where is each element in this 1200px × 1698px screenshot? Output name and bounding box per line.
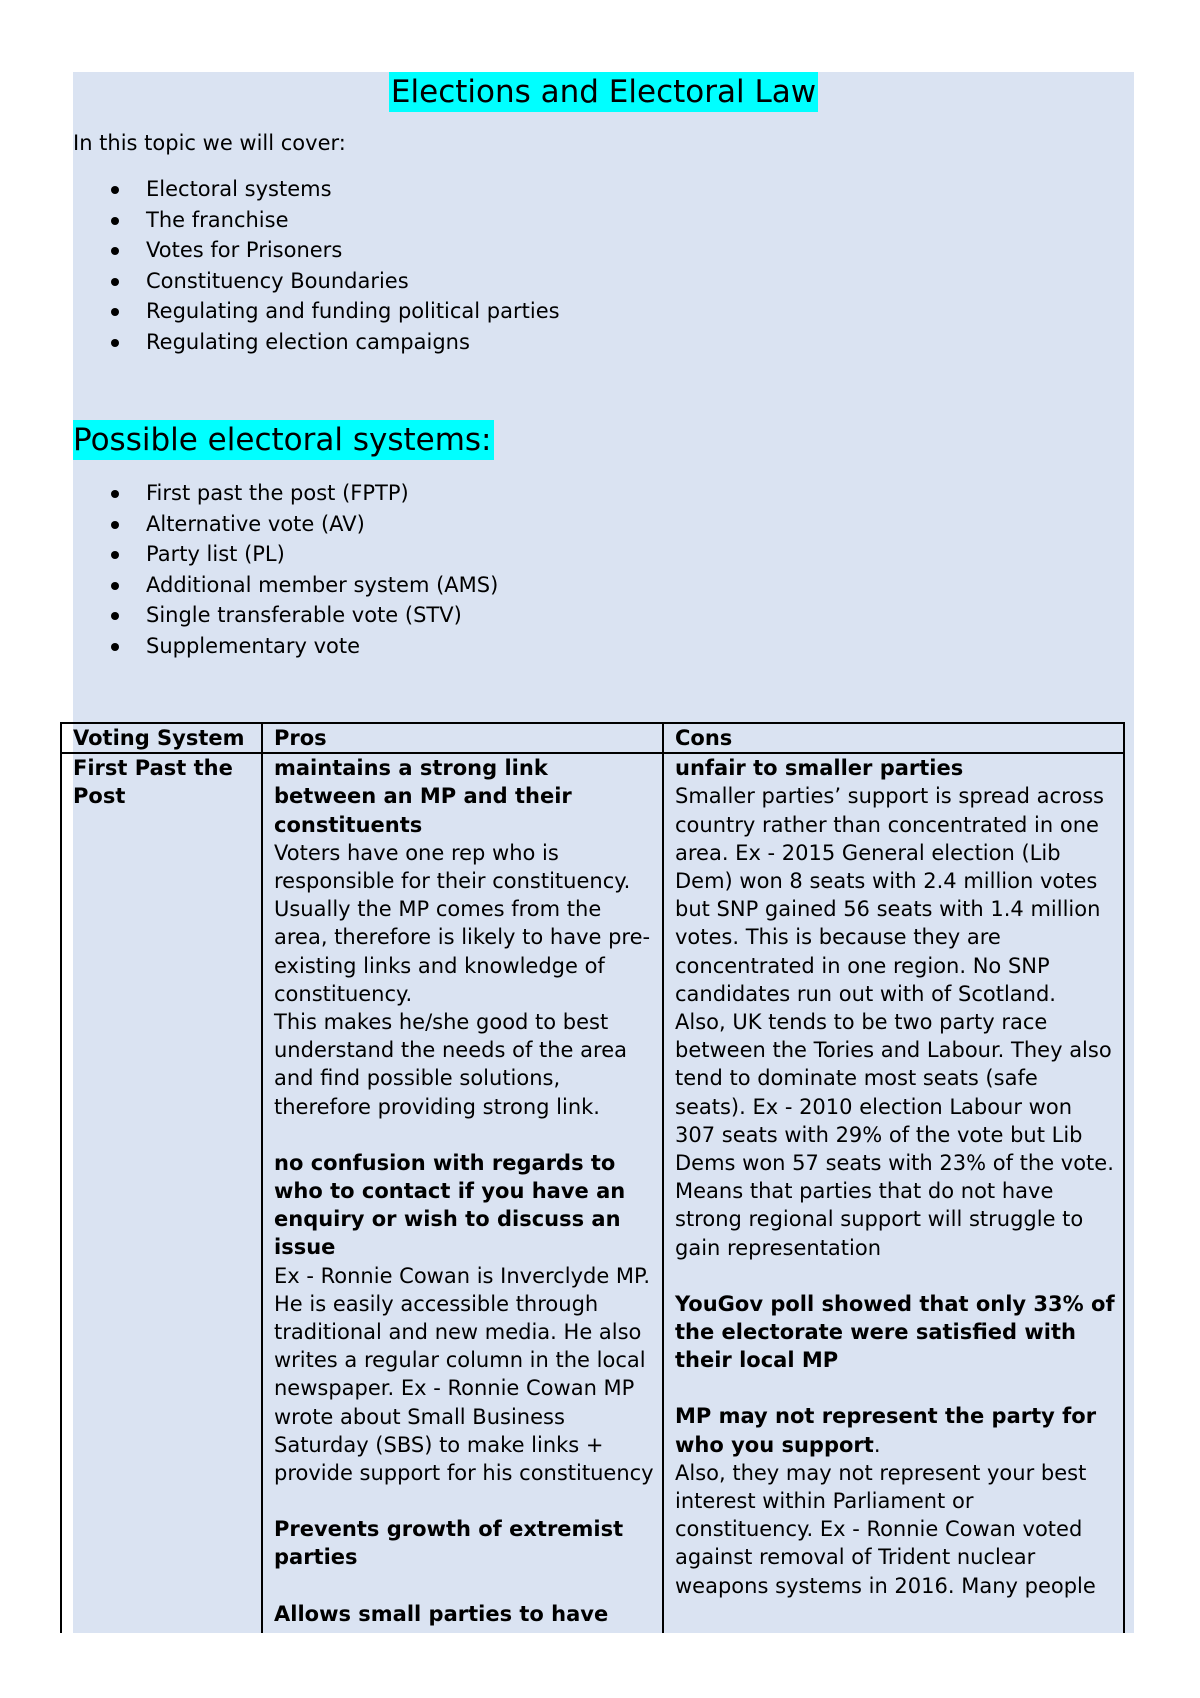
con-heading: YouGov poll showed that only 33% of the electorate were satisfied with their local MP [675, 1291, 1115, 1373]
list-item: Single transferable vote (STV) [73, 600, 498, 631]
pro-body: Ex - Ronnie Cowan is Inverclyde MP. He is easily accessible through traditional and new media. He also writes a regular column in the local newspaper. Ex - Ronnie Cowan MP wrote about Small Business Saturday (SBS) to make links + provide support for his constituency [274, 1263, 654, 1486]
pro-body: Voters have one rep who is responsible for their constituency. Usually the MP comes from the area, therefore is likely to have pre-existing links and knowledge of constituency. [274, 840, 651, 1006]
header-voting-system: Voting System [61, 723, 262, 753]
list-item: The franchise [73, 205, 560, 236]
table-header-row [61, 723, 1124, 753]
header-pros: Pros [262, 723, 663, 753]
list-item: Additional member system (AMS) [73, 570, 498, 601]
header-cons: Cons [663, 723, 1124, 753]
system-name-cell: First Past the Post [61, 753, 262, 1633]
con-body: Also, they may not represent your best interest within Parliament or constituency. Ex - Ronnie Cowan voted against removal of Trident nuclear weapons systems in 2016. Many people [675, 1460, 1096, 1598]
list-item: Electoral systems [73, 174, 560, 205]
pros-cell [262, 753, 663, 1633]
cons-cell [663, 753, 1124, 1633]
con-body: Smaller parties’ support is spread across country rather than concentrated in one area. Ex - 2015 General election (Lib Dem) won 8 seats with 2.4 million votes but SNP gained 56 seats with 1.4 million votes. This is because they are concentrated in one region. No SNP candidates run out with of Scotland. [675, 784, 1104, 1006]
con-heading: MP may not represent the party for who you support [675, 1404, 1097, 1457]
spacer [675, 1374, 1115, 1402]
list-item: Constituency Boundaries [73, 266, 560, 297]
list-item: First past the post (FPTP) [73, 478, 498, 509]
spacer [274, 1572, 654, 1600]
pro-heading: no confusion with regards to who to contact if you have an enquiry or wish to discuss an issue [274, 1150, 626, 1260]
pro-body: This makes he/she good to best understand the needs of the area and find possible solutions, therefore providing strong link. [274, 1010, 627, 1119]
list-item: Regulating and funding political parties [73, 296, 560, 327]
systems-list [73, 478, 498, 661]
intro-text: In this topic we will cover: [73, 131, 346, 155]
table-row [61, 753, 1124, 1633]
con-heading-period: . [873, 1432, 881, 1457]
spacer [675, 1262, 1115, 1290]
list-item: Regulating election campaigns [73, 327, 560, 358]
spacer [274, 1487, 654, 1515]
title-container [73, 72, 1134, 112]
spacer [274, 1121, 654, 1149]
con-body: Also, UK tends to be two party race between the Tories and Labour. They also tend to dominate most seats (safe seats). Ex - 2010 election Labour won 307 seats with 29% of the vote but Lib Dems won 57 seats with 23% of the vote. Means that parties that do not have strong regional support will struggle to gain representation [675, 1010, 1114, 1260]
list-item: Supplementary vote [73, 631, 498, 662]
voting-systems-table [60, 722, 1125, 1633]
list-item: Party list (PL) [73, 539, 498, 570]
con-heading: unfair to smaller parties [675, 756, 964, 781]
list-item: Alternative vote (AV) [73, 509, 498, 540]
systems-heading: Possible electoral systems: [73, 422, 492, 458]
page-title: Elections and Electoral Law [390, 74, 817, 110]
topics-list [73, 174, 560, 357]
pro-heading: maintains a strong link between an MP and their constituents [274, 756, 572, 837]
list-item: Votes for Prisoners [73, 235, 560, 266]
pro-heading: Prevents growth of extremist parties [274, 1517, 624, 1570]
con-heading-line [675, 1402, 1115, 1458]
pro-heading: Allows small parties to have [274, 1601, 609, 1626]
